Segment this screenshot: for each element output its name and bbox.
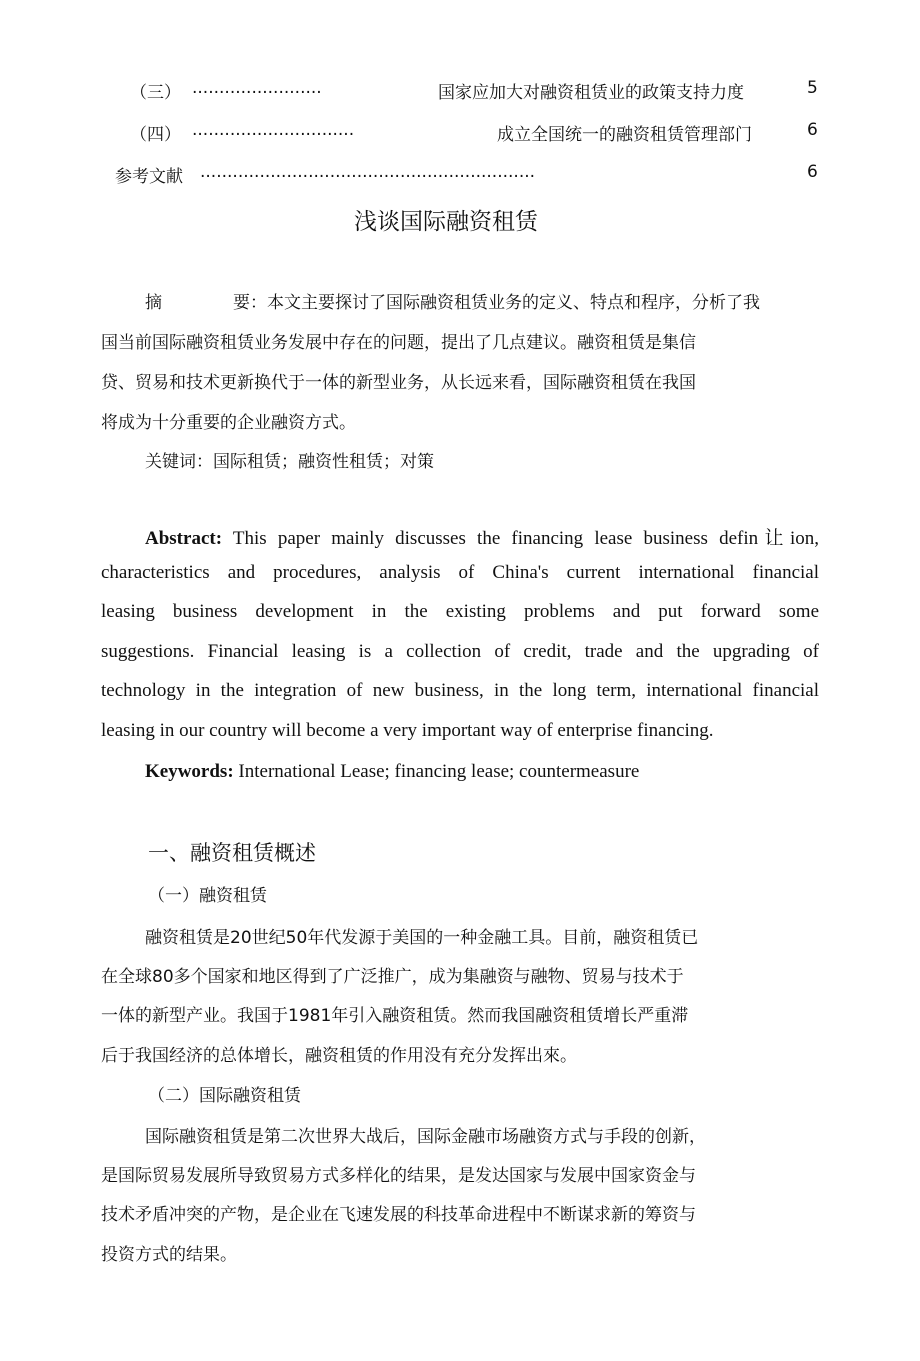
- toc-leader: ..............................................................: [200, 162, 536, 182]
- toc-number: （三）: [130, 83, 181, 103]
- toc-entry[interactable]: 参考文献: [115, 167, 183, 187]
- abstract-label-char-2: 要: [233, 293, 250, 313]
- section-heading: 一、融资租赁概述: [148, 841, 316, 865]
- abstract-line: ：本文主要探讨了国际融资租赁业务的定义、特点和程序，分析了我: [250, 293, 760, 313]
- toc-leader: ..............................: [192, 120, 355, 140]
- subsection-heading: （二）国际融资租赁: [148, 1086, 301, 1106]
- abstract-en-line: leasing in our country will become a very important way of enterprise financing.: [101, 720, 714, 741]
- toc-leader: ........................: [192, 78, 322, 98]
- abstract-en-line: characteristics and procedures, analysis of China's current international financial: [101, 562, 819, 583]
- toc-page: 6: [807, 162, 818, 182]
- toc-entry[interactable]: 成立全国统一的融资租赁管理部门: [497, 125, 752, 145]
- paragraph-line: 国际融资租赁是第二次世界大战后，国际金融市场融资方式与手段的创新，: [145, 1127, 706, 1147]
- toc-entry[interactable]: 国家应加大对融资租赁业的政策支持力度: [438, 83, 744, 103]
- paragraph-line: 在全球80多个国家和地区得到了广泛推广，成为集融资与融物、贸易与技术于: [101, 967, 684, 987]
- keywords-en: [145, 761, 639, 783]
- abstract-line: 将成为十分重要的企业融资方式。: [101, 413, 356, 433]
- keywords-cn: 关键词：国际租赁；融资性租赁；对策: [145, 452, 434, 472]
- abstract-line: 国当前国际融资租赁业务发展中存在的问题，提出了几点建议。融资租赁是集信: [101, 333, 696, 353]
- abstract-en-line: suggestions. Financial leasing is a collection of credit, trade and the upgrading of: [101, 641, 819, 662]
- paragraph-line: 一体的新型产业。我国于1981年引入融资租赁。然而我国融资租赁增长严重滞: [101, 1006, 689, 1026]
- toc-page: 5: [807, 78, 818, 98]
- toc-page: 6: [807, 120, 818, 140]
- abstract-en-line: leasing business development in the existing problems and put forward some: [101, 601, 819, 622]
- abstract-en-line: technology in the integration of new business, in the long term, international financial: [101, 680, 819, 701]
- abstract-label-char-1: 摘: [145, 293, 162, 313]
- abstract-line: 贷、贸易和技术更新换代于一体的新型业务，从长远来看，国际融资租赁在我国: [101, 373, 696, 393]
- paragraph-line: 是国际贸易发展所导致贸易方式多样化的结果，是发达国家与发展中国家资金与: [101, 1166, 696, 1186]
- page-title: 浅谈国际融资租赁: [354, 209, 538, 235]
- keywords-en-label: Keywords:: [145, 761, 234, 782]
- paragraph-line: 技术矛盾冲突的产物，是企业在飞速发展的科技革命进程中不断谋求新的筹资与: [101, 1205, 696, 1225]
- abstract-en-label: Abstract:: [145, 528, 223, 549]
- toc-number: （四）: [130, 125, 181, 145]
- subsection-heading: （一）融资租赁: [148, 886, 267, 906]
- paragraph-line: 融资租赁是20世纪50年代发源于美国的一种金融工具。目前，融资租赁已: [145, 928, 699, 948]
- abstract-en-line-1: [145, 523, 819, 550]
- abstract-en-text: This paper mainly discusses the financing lease business defin让ion,: [232, 528, 819, 549]
- keywords-en-text: International Lease; financing lease; countermeasure: [238, 761, 640, 782]
- paragraph-line: 后于我国经济的总体增长，融资租赁的作用没有充分发挥出來。: [101, 1046, 577, 1066]
- paragraph-line: 投资方式的结果。: [101, 1245, 237, 1265]
